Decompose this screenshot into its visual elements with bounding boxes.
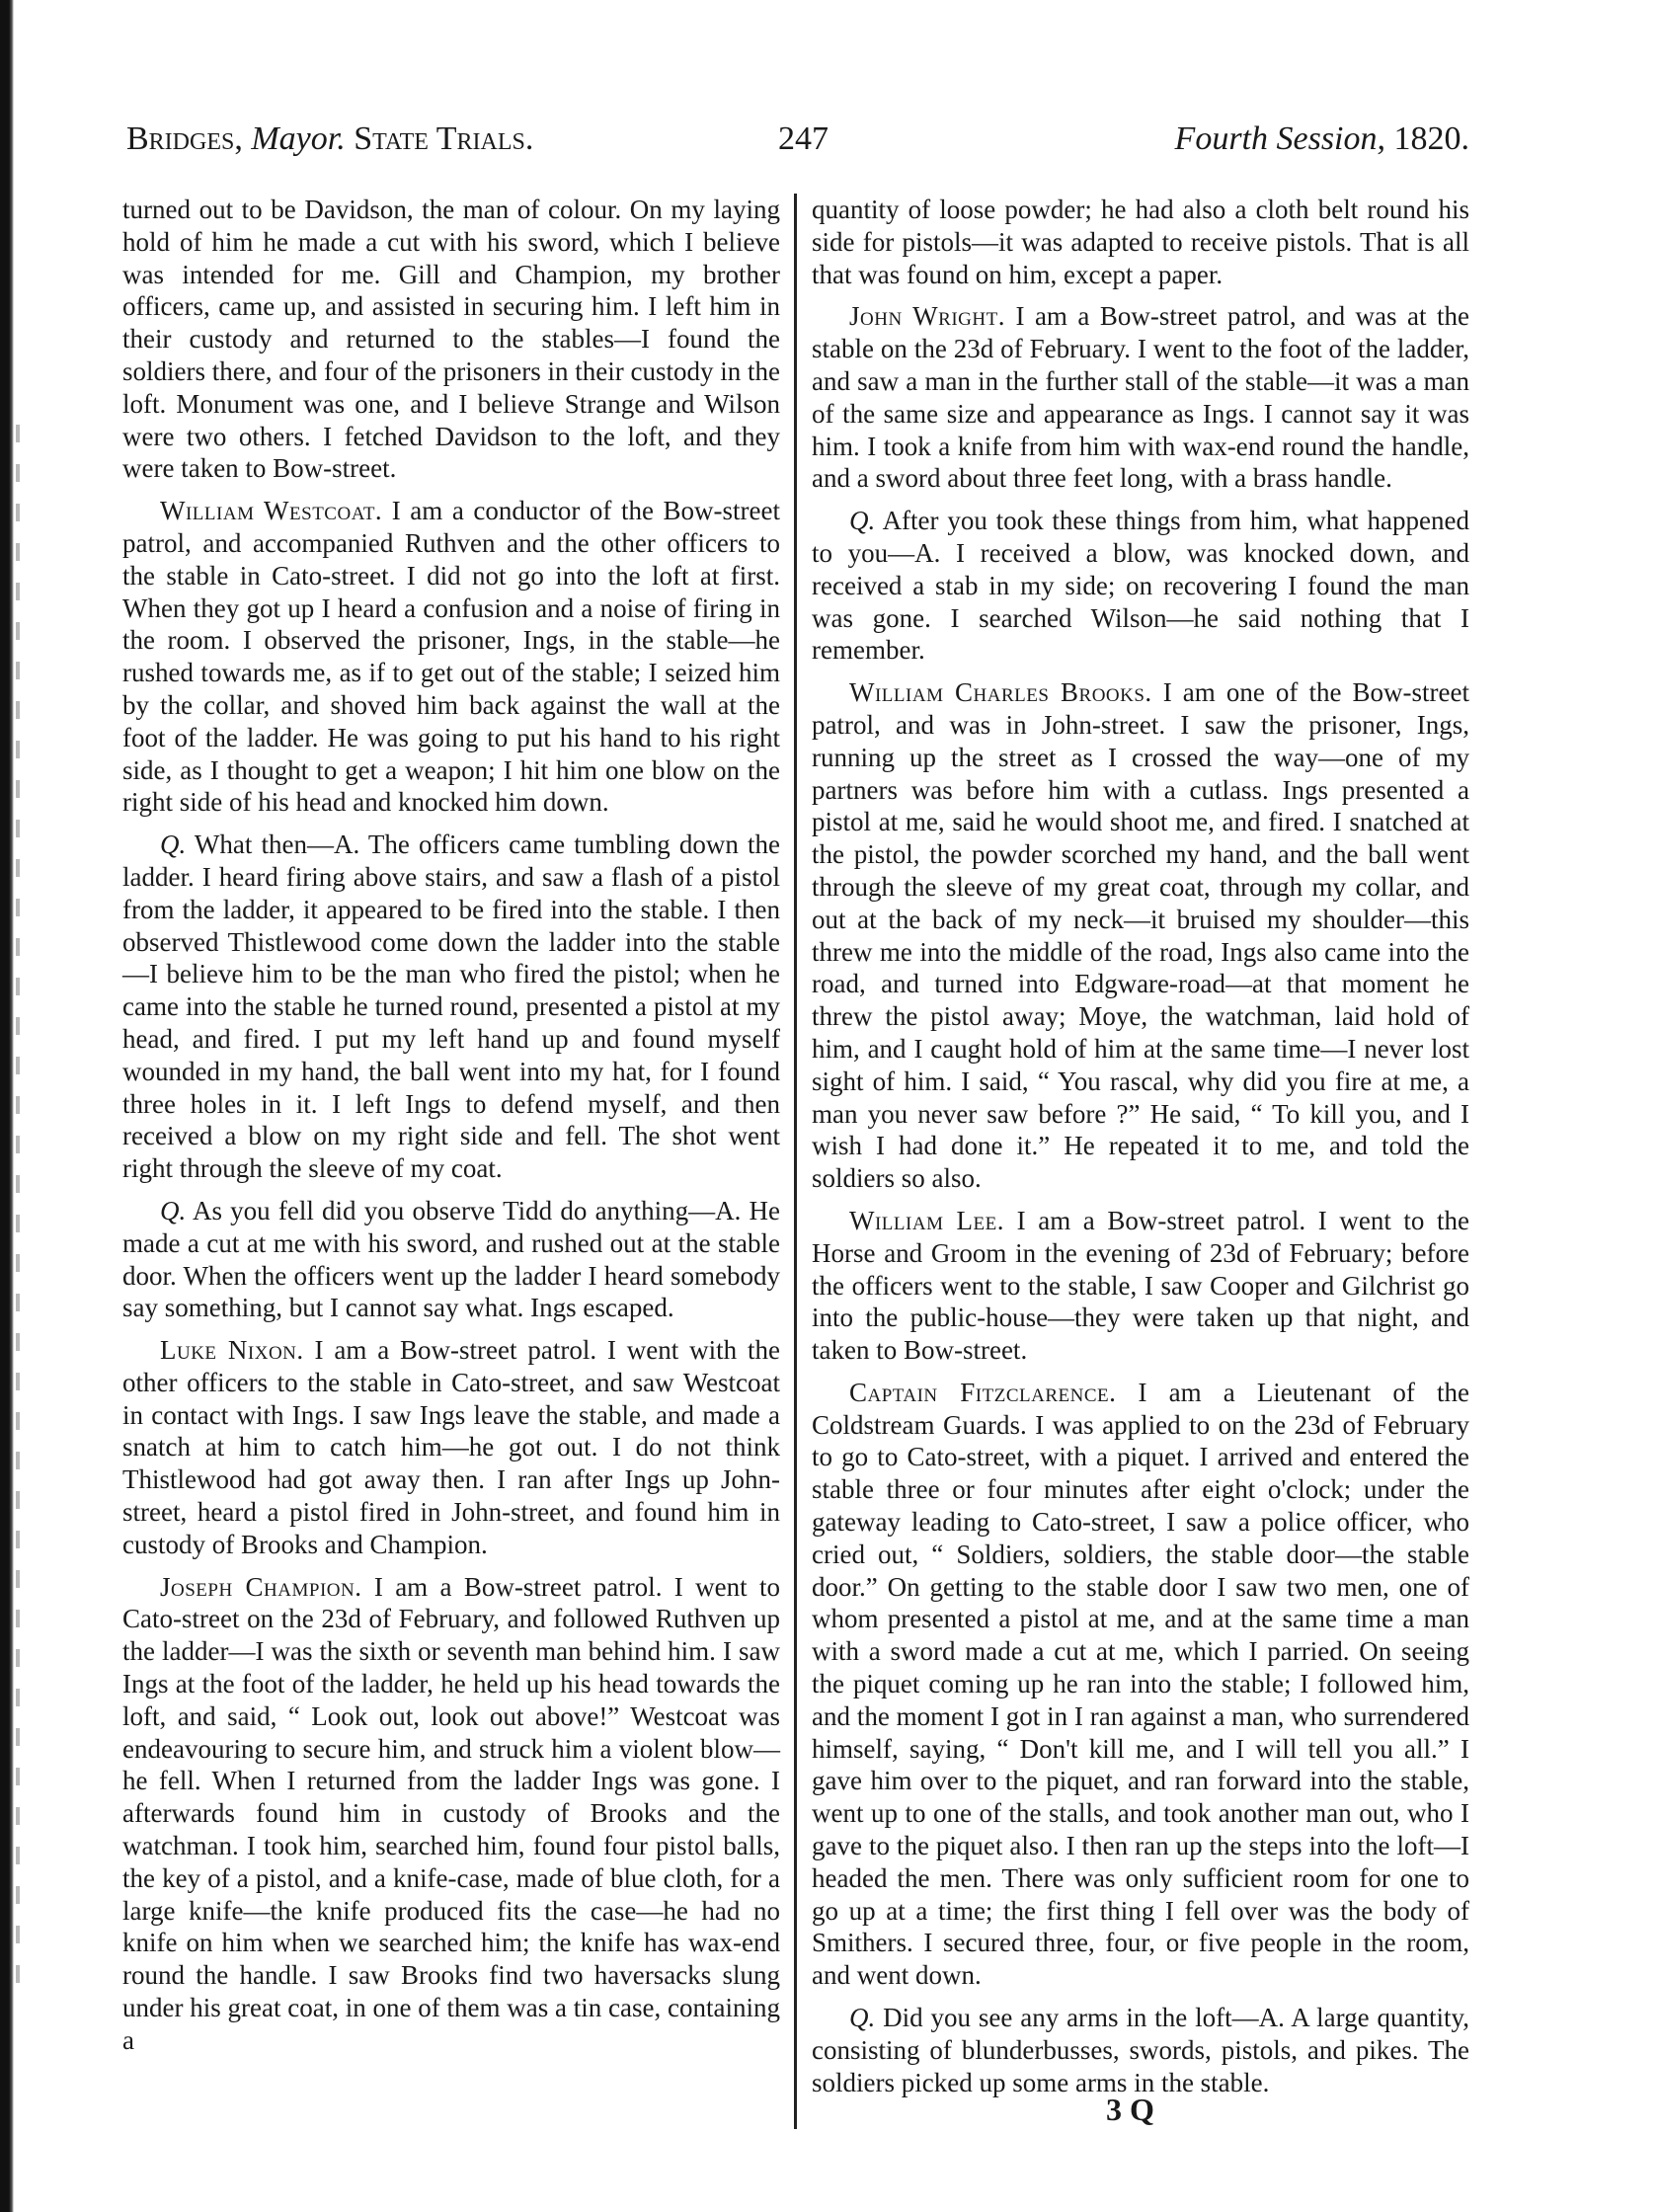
speaker-name: John Wright. (849, 301, 1005, 332)
left-column (122, 194, 780, 2067)
question-marker: Q. (160, 1195, 187, 1225)
header-left (126, 120, 533, 158)
paragraph (812, 505, 1469, 667)
speaker-name: William Westcoat. (160, 496, 383, 526)
paragraph (122, 1195, 780, 1324)
paragraph-text: I am a Bow-street patrol, and was at the stable on the 23d of February. I went to the foot of the ladder, and saw a man in the further stall of the stable—it was a man of the same size and appearance as Ings. I cannot say it was him. I took a knife from him with wax-end round the handle, and a sword about three feet long, with a brass handle. (812, 301, 1470, 494)
paragraph-text: I am a Bow-street patrol. I went with the other officers to the stable in Cato-street, and saw Westcoat in contact with Ings. I saw Ings leave the stable, and made a snatch at him to catch him—he got out. I do not think Thistlewood had got away then. I ran after Ings up John-street, heard a pistol fired in John-street, and found him in custody of Brooks and Champion. (122, 1335, 780, 1559)
paragraph (812, 2002, 1469, 2098)
paragraph (122, 829, 780, 1185)
header-section: State Trials. (354, 120, 534, 157)
running-header (126, 120, 1469, 180)
page-number: 247 (778, 120, 829, 157)
paragraph (122, 495, 780, 819)
paragraph (122, 194, 780, 485)
paragraph-text: I am one of the Bow-street patrol, and was in John-street. I saw the prisoner, Ings, running up the street as I crossed the way—one of my partners was before him with a cutlass. Ings presented a pistol at me, said he would shoot me, and fired. I snatched at the pistol, the powder scorched my hand, and the ball went through the sleeve of my great coat, through my collar, and out at the back of my neck—it bruised my shoulder—this threw me into the middle of the road, Ings also came into the road, and turned into Edgware-road—at that moment he threw the pistol away; Moye, the watchman, laid hold of him, and I caught hold of him at the same time—I never lost sight of him. I said, “ You rascal, why did you fire at me, a man you never saw before ?” He said, “ To kill you, and I wish I had done it.” He repeated it to me, and told the soldiers so also. (812, 677, 1470, 1194)
right-column (812, 194, 1469, 2108)
paragraph-text: I am a conductor of the Bow-street patrol, and accompanied Ruthven and the other officers to the stable in Cato-street. I did not go into the loft at first. When they got up I heard a confusion and a noise of firing in the room. I observed the prisoner, Ings, in the stable—he rushed towards me, as if to get out of the stable; I seized him by the collar, and shoved him back against the wall at the foot of the ladder. He was going to put his hand to his right side, as I thought to get a weapon; I hit him one blow on the right side of his head and knocked him down. (122, 496, 781, 818)
paragraph-text: As you fell did you observe Tidd do anything—A. He made a cut at me with his sword, and rushed out at the stable door. When the officers went up the ladder I heard somebody say something, but I cannot say what. Ings escaped. (122, 1195, 780, 1323)
paragraph-text: turned out to be Davidson, the man of colour. On my laying hold of him he made a cut with his sword, which I believe was intended for me. Gill and Champion, my brother officers, came up, and assisted in securing him. I left him in their custody and returned to the stables—I found the soldiers there, and four of the prisoners in their custody in the loft. Monument was one, and I believe Strange and Wilson were two others. I fetched Davidson to the loft, and they were taken to Bow-street. (122, 195, 780, 484)
header-right (1175, 120, 1469, 158)
signature-mark: 3 Q (1106, 2092, 1154, 2127)
speaker-name: William Lee. (849, 1205, 1005, 1235)
question-marker: Q. (849, 2003, 876, 2033)
question-marker: Q. (849, 506, 876, 536)
paragraph-text: I am a Bow-street patrol. I went to Cato-street on the 23d of February, and followed Ruthven up the ladder—I was the sixth or seventh man behind him. I saw Ings at the foot of the ladder, he held up his head towards the loft, and said, “ Look out, look out above!” Westcoat was endeavouring to secure him, and struck him a violent blow—he fell. When I returned from the ladder Ings was gone. I afterwards found him in custody of Brooks and the watchman. I took him, searched him, found four pistol balls, the key of a pistol, and a knife-case, made of blue cloth, for a large knife—the knife produced fits the case—he had no knife on him when we searched him; the knife has wax-end round the handle. I saw Brooks find two haversacks slung under his great coat, in one of them was a tin case, containing a (122, 1571, 780, 2055)
paragraph (812, 300, 1469, 495)
paragraph (812, 1377, 1469, 1992)
paragraph-text: I am a Lieutenant of the Coldstream Guards. I was applied to on the 23d of February to go to Cato-street, with a piquet. I arrived and entered the stable three or four minutes after eight o'clock; under the gateway leading to Cato-street, I saw a police officer, who cried out, “ Soldiers, soldiers, the stable door—the stable door.” On getting to the stable door I saw two men, one of whom presented a pistol at me, and at the same time a man with a sword made a cut at me, which I parried. On seeing the piquet coming up he ran into the stable; I followed him, and the moment I got in I ran against a man, who surrendered himself, saying, “ Don't kill me, and I will tell you all.” I gave him over to the piquet, and ran forward into the stable, went up to one of the stalls, and took another man out, who I gave to the piquet also. I then ran up the steps into the loft—I headed the men. There was only sufficient room for one to go up at a time; the first thing I fell over was the body of Smithers. I secured three, four, or five people in the room, and went down. (812, 1377, 1469, 1991)
paragraph (812, 676, 1469, 1195)
paragraph (122, 1334, 780, 1561)
speaker-name: William Charles Brooks. (849, 677, 1152, 708)
paragraph-text: I am a Bow-street patrol. I went to the Horse and Groom in the evening of 23d of February; before the officers went to the stable, I saw Cooper and Gilchrist go into the public-house—they were taken up that night, and taken to Bow-street. (812, 1205, 1470, 1366)
header-session: Fourth Session, (1174, 120, 1385, 157)
paragraph (812, 194, 1469, 290)
header-title: Mayor. (251, 120, 346, 157)
paragraph-text: After you took these things from him, what happened to you—A. I received a blow, was knocked down, and received a stab in my side; on recovering I found the man was gone. I searched Wilson—he said nothing that I remember. (812, 506, 1469, 666)
paragraph (122, 1571, 780, 2057)
speaker-name: Joseph Champion. (160, 1571, 362, 1602)
paragraph-text: What then—A. The officers came tumbling down the ladder. I heard firing above stairs, and saw a flash of a pistol from the ladder, it appeared to be fired into the stable. I then observed Thistlewood come down the ladder into the stable—I believe him to be the man who fired the pistol; when he came into the stable he turned round, presented a pistol at my head, and fired. I put my left hand up and found myself wounded in my hand, the ball went into my hat, for I found three holes in it. I left Ings to defend myself, and then received a blow on my right side and fell. The shot went right through the sleeve of my coat. (122, 830, 780, 1184)
header-year: 1820. (1393, 120, 1469, 157)
paragraph (812, 1205, 1469, 1367)
book-spine-edge (0, 0, 14, 2212)
header-name: Bridges, (126, 120, 243, 157)
speaker-name: Luke Nixon. (160, 1335, 304, 1366)
speaker-name: Captain Fitzclarence. (849, 1377, 1117, 1407)
question-marker: Q. (160, 830, 187, 860)
column-rule (794, 194, 797, 2129)
paragraph-text: quantity of loose powder; he had also a cloth belt round his side for pistols—it was adapted to receive pistols. That is all that was found on him, except a paper. (812, 195, 1469, 289)
paragraph-text: Did you see any arms in the loft—A. A large quantity, consisting of blunderbusses, swords, pistols, and pikes. The soldiers picked up some arms in the stable. (812, 2003, 1469, 2097)
book-spine-shadow (16, 425, 20, 2005)
